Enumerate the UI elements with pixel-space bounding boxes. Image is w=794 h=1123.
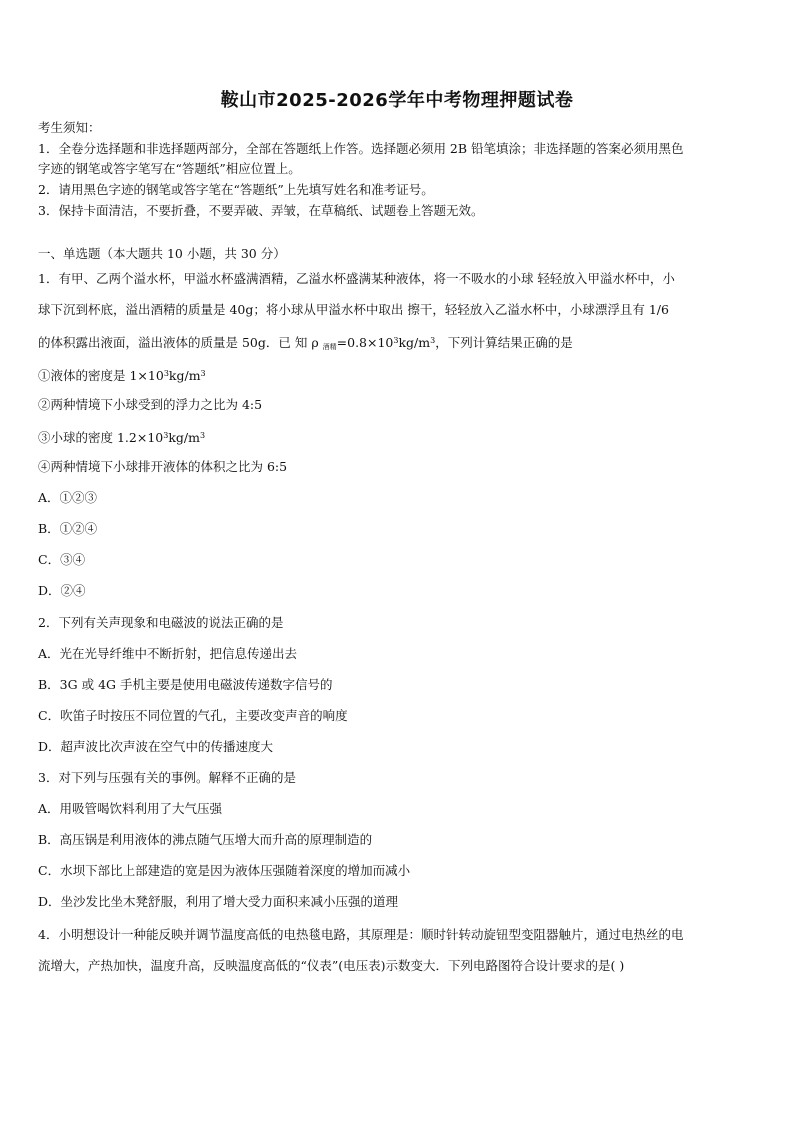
question-1-line: 1．有甲、乙两个溢水杯，甲溢水杯盛满酒精，乙溢水杯盛满某种液体，将一不吸水的小球 轻轻放入甲溢水杯中，小 [38,271,675,286]
option-b[interactable]: B．3G 或 4G 手机主要是使用电磁波传递数字信号的 [38,677,333,692]
statement-3: ③小球的密度 $1.2\times 10^3kg/m^3$ [38,430,206,445]
option-a[interactable]: A．光在光导纤维中不断折射，把信息传递出去 [38,646,298,661]
option-a[interactable]: A．用吸管喝饮料利用了大气压强 [38,801,223,816]
question-4-line: 4．小明想设计一种能反映并调节温度高低的电热毯电路，其原理是：顺时针转动旋钮型变阻器触片，通过电热丝的电 [38,927,684,942]
page-title: 鞍山市2025-2026学年中考物理押题试卷 [220,90,574,111]
section-heading: 一、单选题（本大题共 10 小题，共 30 分） [38,246,286,261]
question-1-line: 的体积露出液面，溢出液体的质量是 50g．已 知 ρ $_{酒精}=0.8\times 10^3kg/m^3$，下列计算结果正确的是 [38,335,573,351]
option-c[interactable]: C．吹笛子时按压不同位置的气孔，主要改变声音的响度 [38,708,348,723]
question-2-stem: 2．下列有关声现象和电磁波的说法正确的是 [38,615,284,630]
option-b[interactable]: B．高压锅是利用液体的沸点随气压增大而升高的原理制造的 [38,832,373,847]
option-d[interactable]: D．②④ [38,583,86,598]
statement-1: ①液体的密度是 $1\times 10^3kg/m^3$ [38,368,206,383]
statement-2: ②两种情境下小球受到的浮力之比为 4:5 [38,397,263,412]
question-4-line: 流增大，产热加快，温度升高，反映温度高低的“仪表”(电压表)示数变大．下列电路图符合设计要求的是( ) [38,958,625,973]
option-d[interactable]: D．坐沙发比坐木凳舒服，利用了增大受力面积来减小压强的道理 [38,894,399,909]
option-c[interactable]: C．水坝下部比上部建造的宽是因为液体压强随着深度的增加而减小 [38,863,411,878]
notice-heading: 考生须知： [38,120,101,135]
notice-item: 1．全卷分选择题和非选择题两部分，全部在答题纸上作答。选择题必须用 2B 铅笔填涂；非选择题的答案必须用黑色 [38,141,684,156]
question-3-stem: 3．对下列与压强有关的事例。解释不正确的是 [38,770,296,785]
option-b[interactable]: B．①②④ [38,521,98,536]
option-d[interactable]: D．超声波比次声波在空气中的传播速度大 [38,739,274,754]
statement-4: ④两种情境下小球排开液体的体积之比为 6:5 [38,459,288,474]
notice-item: 字迹的钢笔或答字笔写在“答题纸”相应位置上。 [38,161,301,176]
option-a[interactable]: A．①②③ [38,490,98,505]
question-1-line: 球下沉到杯底，溢出酒精的质量是 40g；将小球从甲溢水杯中取出 擦干，轻轻放入乙溢水杯中，小球漂浮且有 1/6 [38,302,669,317]
option-c[interactable]: C．③④ [38,552,86,567]
notice-item: 2．请用黑色字迹的钢笔或答字笔在“答题纸”上先填写姓名和准考证号。 [38,182,434,197]
notice-item: 3．保持卡面清洁，不要折叠，不要弄破、弄皱，在草稿纸、试题卷上答题无效。 [38,203,484,218]
